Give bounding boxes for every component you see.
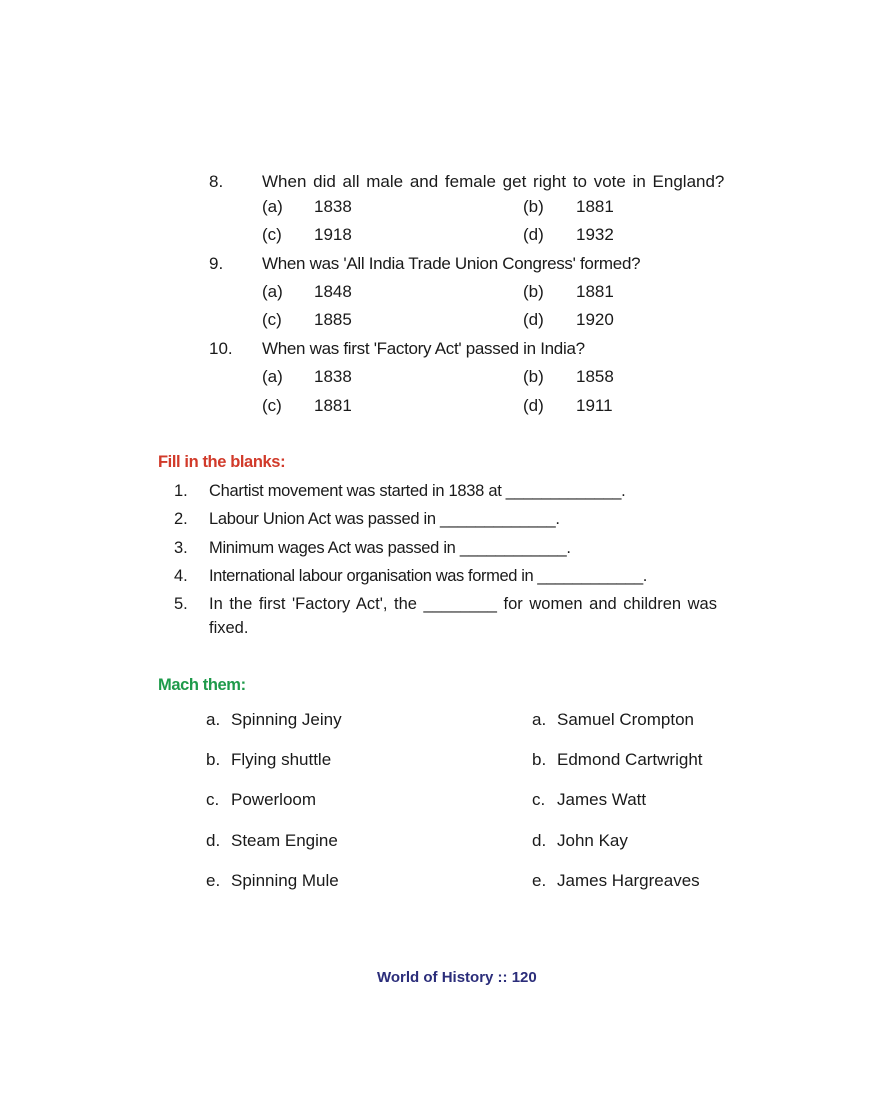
match-left-text: Flying shuttle	[231, 750, 332, 769]
question-number: 10.	[209, 339, 233, 358]
match-right-label: b.	[532, 750, 547, 769]
option-label: (a)	[262, 282, 283, 301]
match-right-text: Edmond Cartwright	[557, 750, 703, 769]
blank-text: International labour organisation was formed in ____________.	[209, 567, 647, 585]
option-value: 1838	[314, 367, 352, 386]
match-right-text: James Watt	[557, 790, 647, 809]
match-left-text: Spinning Jeiny	[231, 710, 342, 729]
match-left-label: e.	[206, 871, 221, 890]
option-label: (d)	[523, 225, 544, 244]
option-value: 1881	[314, 396, 352, 415]
option-value: 1920	[576, 310, 614, 329]
option-label: (c)	[262, 225, 282, 244]
option-label: (a)	[262, 367, 283, 386]
match-left-label: d.	[206, 831, 221, 850]
option-value: 1918	[314, 225, 352, 244]
blank-number: 1.	[174, 482, 188, 500]
option-value: 1838	[314, 197, 352, 216]
option-label: (c)	[262, 310, 282, 329]
blank-number: 4.	[174, 567, 188, 585]
match-right-label: e.	[532, 871, 547, 890]
match-left-label: a.	[206, 710, 221, 729]
match-left-label: b.	[206, 750, 221, 769]
match-right-label: c.	[532, 790, 546, 809]
option-label: (b)	[523, 367, 544, 386]
blank-number: 3.	[174, 539, 188, 557]
option-value: 1881	[576, 282, 614, 301]
option-value: 1932	[576, 225, 614, 244]
option-value: 1911	[576, 396, 613, 415]
blank-text: In the first 'Factory Act', the ________ for women and children was	[209, 595, 717, 613]
match-left-label: c.	[206, 790, 220, 809]
blank-text: Labour Union Act was passed in _____________.	[209, 510, 560, 528]
match-right-label: a.	[532, 710, 547, 729]
match-left-text: Spinning Mule	[231, 871, 339, 890]
section-heading: Mach them:	[158, 676, 246, 694]
option-label: (d)	[523, 396, 544, 415]
option-label: (a)	[262, 197, 283, 216]
match-right-text: Samuel Crompton	[557, 710, 695, 729]
option-label: (b)	[523, 197, 544, 216]
blank-text: Minimum wages Act was passed in ____________.	[209, 539, 571, 557]
option-value: 1858	[576, 367, 614, 386]
match-right-label: d.	[532, 831, 547, 850]
match-right-text: James Hargreaves	[557, 871, 700, 890]
option-label: (b)	[523, 282, 544, 301]
question-text: When was 'All India Trade Union Congress' formed?	[262, 254, 641, 273]
section-heading: Fill in the blanks:	[158, 453, 286, 471]
match-left-text: Powerloom	[231, 790, 317, 809]
blank-number: 5.	[174, 595, 188, 613]
option-label: (d)	[523, 310, 544, 329]
match-right-text: John Kay	[557, 831, 628, 850]
question-text: When did all male and female get right to vote in England?	[262, 172, 725, 191]
question-number: 8.	[209, 172, 224, 191]
page-footer: World of History :: 120	[377, 969, 537, 986]
blank-text-continued: fixed.	[209, 619, 249, 637]
blank-text: Chartist movement was started in 1838 at _____________.	[209, 482, 626, 500]
option-label: (c)	[262, 396, 282, 415]
option-value: 1848	[314, 282, 352, 301]
blank-number: 2.	[174, 510, 188, 528]
option-value: 1881	[576, 197, 614, 216]
option-value: 1885	[314, 310, 352, 329]
question-number: 9.	[209, 254, 224, 273]
match-left-text: Steam Engine	[231, 831, 338, 850]
question-text: When was first 'Factory Act' passed in India?	[262, 339, 585, 358]
